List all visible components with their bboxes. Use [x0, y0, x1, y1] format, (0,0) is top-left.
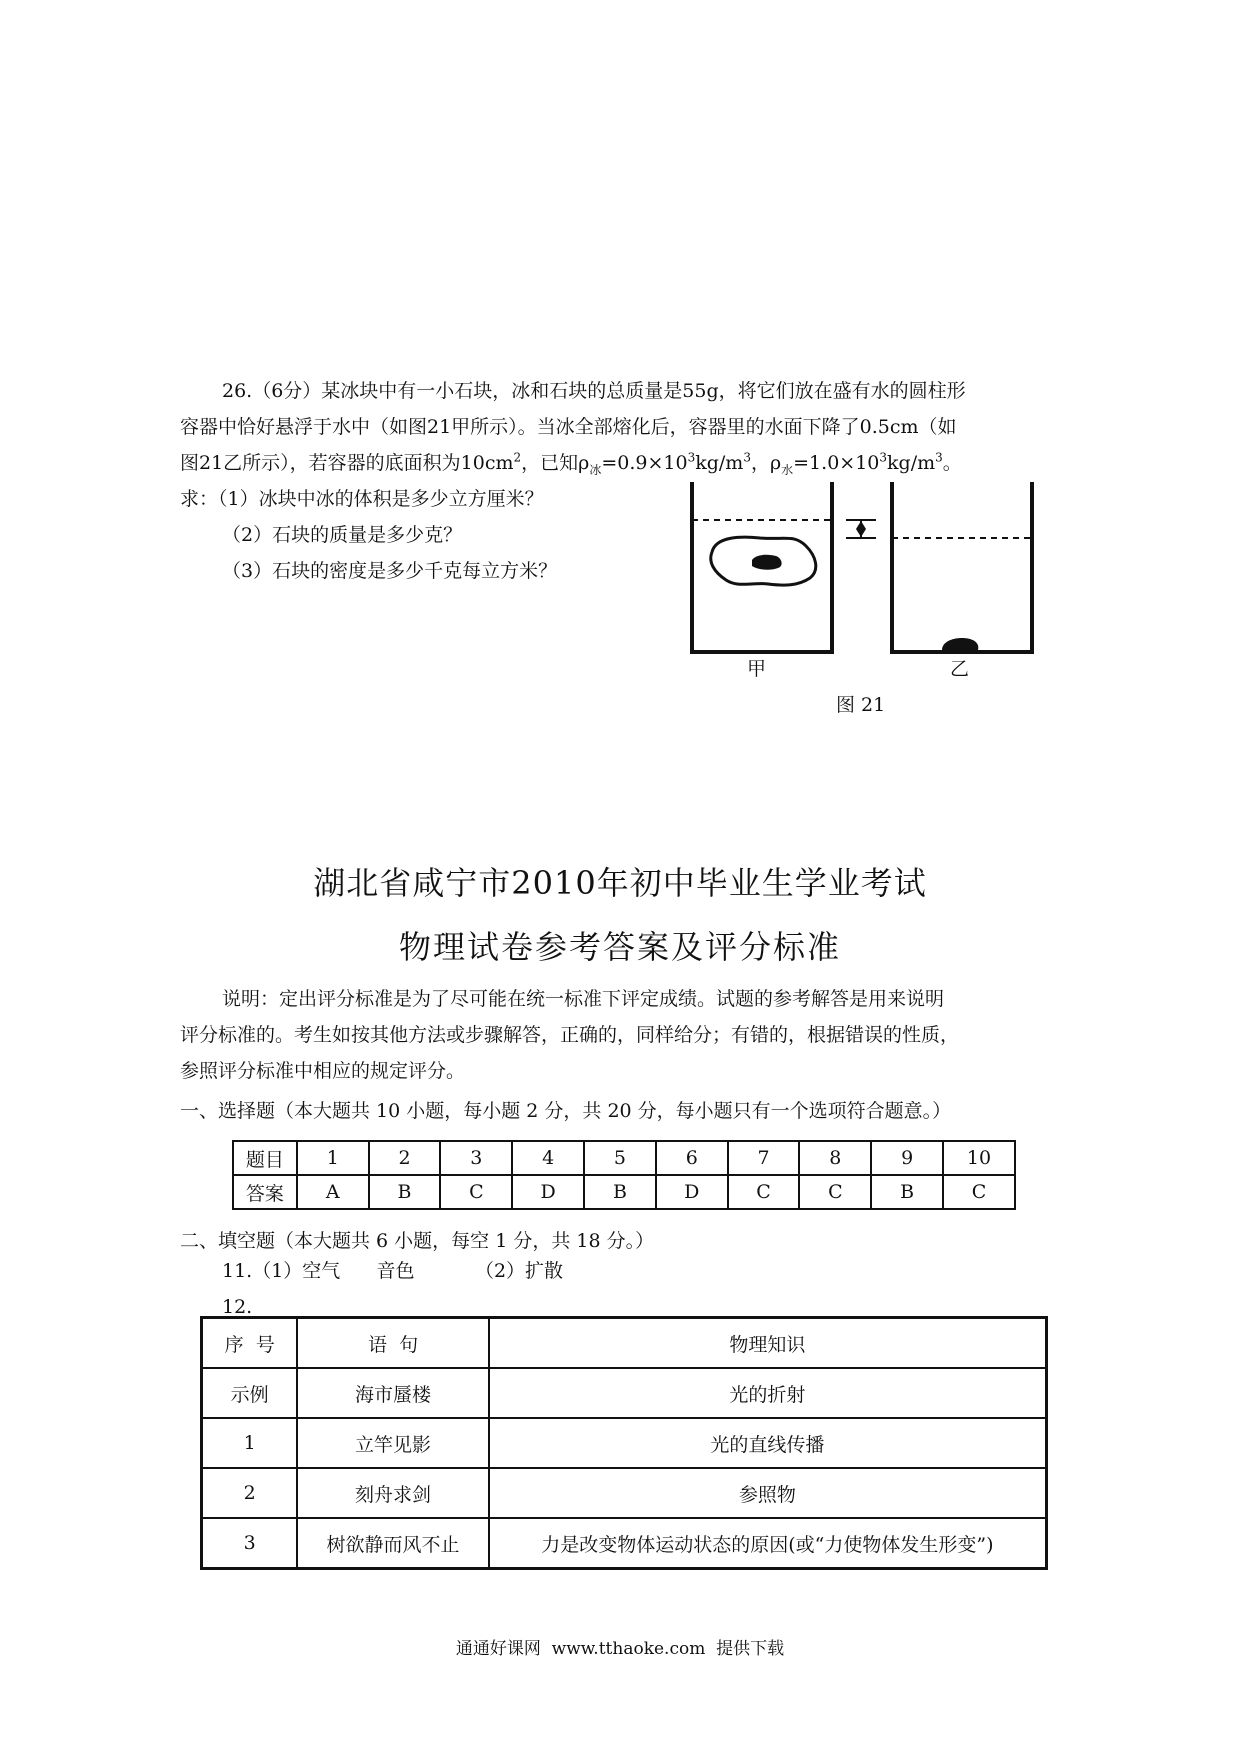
table-cell: C — [943, 1175, 1015, 1209]
table-cell: D — [512, 1175, 584, 1209]
table-cell: C — [799, 1175, 871, 1209]
column-header: 语 句 — [297, 1318, 488, 1369]
q26-line3: 图21乙所示），若容器的底面积为$10cm^2$，已知$\rho_冰=0.9\times 10^3kg/m^3$，$\rho_水=1.0\times 10^3kg/m^3$。 — [180, 450, 962, 477]
table-cell: B — [584, 1175, 656, 1209]
table-cell: 树欲静而风不止 — [297, 1518, 488, 1569]
figure-caption: 图 21 — [836, 694, 886, 716]
section-choice-heading: 一、选择题（本大题共 10 小题，每小题 2 分，共 20 分，每小题只有一个选项符合题意。） — [180, 1100, 952, 1122]
table-cell: 力是改变物体运动状态的原因(或“力使物体发生形变”) — [489, 1518, 1047, 1569]
table-cell: 刻舟求剑 — [297, 1468, 488, 1518]
table-cell: C — [440, 1175, 512, 1209]
table-row — [233, 1175, 1015, 1209]
table-cell: 9 — [871, 1141, 943, 1175]
answer-key-title: 湖北省咸宁市2010年初中毕业生学业考试 — [313, 864, 927, 902]
table-cell: 参照物 — [489, 1468, 1047, 1518]
table-cell: 4 — [512, 1141, 584, 1175]
choice-answer-table — [232, 1140, 1016, 1210]
table-cell: D — [656, 1175, 728, 1209]
table-cell: 1 — [202, 1418, 298, 1468]
table-cell: 立竿见影 — [297, 1418, 488, 1468]
answer-key-subtitle: 物理试卷参考答案及评分标准 — [398, 928, 841, 966]
q26-sub1: 求：（1）冰块中冰的体积是多少立方厘米？ — [180, 488, 544, 510]
q26-sub3: （3）石块的密度是多少千克每立方米？ — [222, 560, 558, 582]
table-row — [202, 1468, 1047, 1518]
table-cell: 3 — [202, 1518, 298, 1569]
row-header: 题目 — [233, 1141, 297, 1175]
stone-in-ice — [752, 555, 782, 570]
table-header-row — [202, 1318, 1047, 1369]
table-cell: 8 — [799, 1141, 871, 1175]
table-cell: B — [369, 1175, 441, 1209]
note-line3: 参照评分标准中相应的规定评分。 — [180, 1060, 466, 1082]
row-header: 答案 — [233, 1175, 297, 1209]
q26-line1: 26.（6分）某冰块中有一小石块，冰和石块的总质量是55g，将它们放在盛有水的圆柱形 — [222, 380, 966, 402]
table-cell: 海市蜃楼 — [297, 1368, 488, 1418]
figure-label-jia: 甲 — [747, 658, 767, 680]
q12-label: 12. — [222, 1296, 253, 1318]
table-cell: 10 — [943, 1141, 1015, 1175]
stone-at-bottom — [942, 638, 978, 650]
figure-label-yi: 乙 — [950, 658, 970, 680]
table-cell: 6 — [656, 1141, 728, 1175]
table-cell: A — [297, 1175, 369, 1209]
footer-credit: 通通好课网 www.tthaoke.com 提供下载 — [455, 1639, 785, 1659]
table-cell: 5 — [584, 1141, 656, 1175]
table-cell: 1 — [297, 1141, 369, 1175]
table-row — [202, 1418, 1047, 1468]
table-cell: 2 — [369, 1141, 441, 1175]
q11-answer: 11.（1）空气 音色 （2）扩散 — [222, 1260, 564, 1282]
column-header: 序 号 — [202, 1318, 298, 1369]
table-cell: B — [871, 1175, 943, 1209]
container-jia — [692, 482, 876, 652]
table-cell: 3 — [440, 1141, 512, 1175]
section-fill-heading: 二、填空题（本大题共 6 小题，每空 1 分，共 18 分。） — [180, 1230, 655, 1252]
table-row — [202, 1368, 1047, 1418]
table-cell: C — [728, 1175, 800, 1209]
table-cell: 光的直线传播 — [489, 1418, 1047, 1468]
q26-sub2: （2）石块的质量是多少克？ — [222, 524, 463, 546]
note-line2: 评分标准的。考生如按其他方法或步骤解答，正确的，同样给分；有错的，根据错误的性质， — [180, 1024, 960, 1046]
column-header: 物理知识 — [489, 1318, 1047, 1369]
table-cell: 7 — [728, 1141, 800, 1175]
table-cell: 示例 — [202, 1368, 298, 1418]
table-row — [233, 1141, 1015, 1175]
table-cell: 2 — [202, 1468, 298, 1518]
table-cell: 光的折射 — [489, 1368, 1047, 1418]
note-line1: 说明：定出评分标准是为了尽可能在统一标准下评定成绩。试题的参考解答是用来说明 — [222, 988, 945, 1010]
container-yi — [892, 482, 1032, 652]
table-row — [202, 1518, 1047, 1569]
q12-answer-table — [200, 1316, 1048, 1570]
q26-line2: 容器中恰好悬浮于水中（如图21甲所示）。当冰全部熔化后，容器里的水面下降了0.5cm（如 — [180, 416, 957, 438]
